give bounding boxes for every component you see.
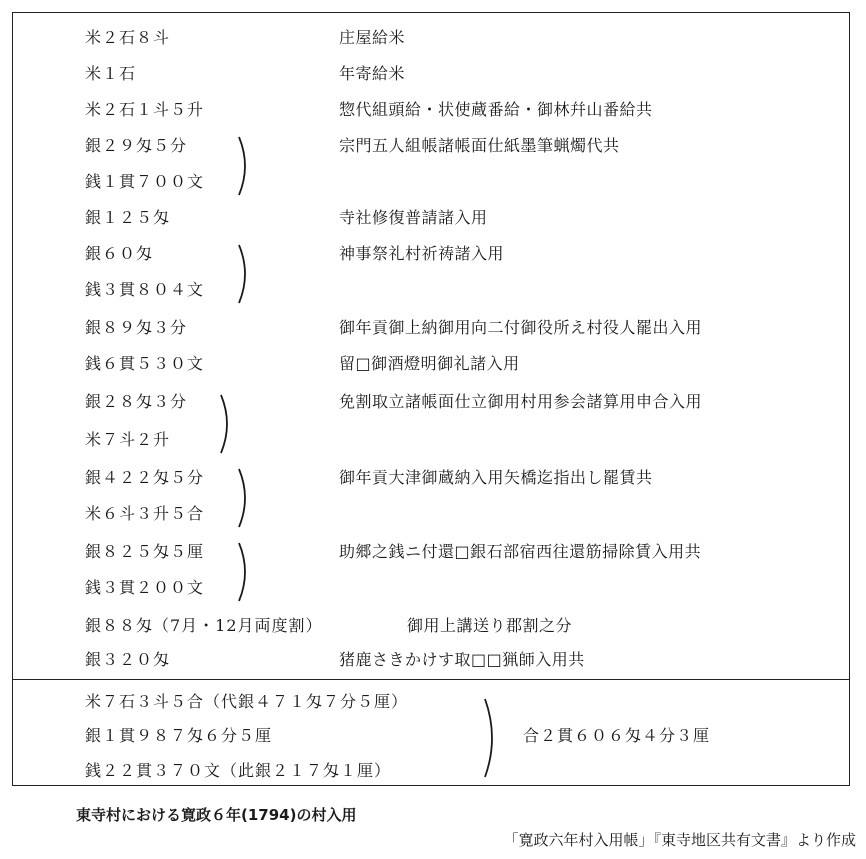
row-item: 米６斗３升５合 <box>85 504 205 523</box>
row-desc: 猪鹿さきかけす取□□猟師入用共 <box>339 650 585 669</box>
group-brace <box>233 135 255 197</box>
row-item: 銀６０匁 <box>85 244 154 263</box>
group-brace <box>233 467 255 529</box>
row-desc: 寺社修復普請諸入用 <box>339 208 488 227</box>
row-item: 米７斗２升 <box>85 430 171 449</box>
row-item: 銀１２５匁 <box>85 208 171 227</box>
caption-title: 東寺村における寛政６年(1794)の村入用 <box>76 806 357 824</box>
row-item: 銀２９匁５分 <box>85 136 188 155</box>
expense-table <box>12 12 850 786</box>
row-item: 銭３貫２００文 <box>85 578 205 597</box>
totals-brace <box>479 697 501 779</box>
total-item: 銭２２貫３７０文（此銀２１７匁１厘） <box>85 761 392 780</box>
group-brace <box>233 541 255 603</box>
row-desc: 免割取立諸帳面仕立御用村用参会諸算用申合入用 <box>339 392 703 411</box>
row-item: 銭６貫５３０文 <box>85 354 205 373</box>
row-desc: 御年貢大津御蔵納入用矢橋迄指出し罷賃共 <box>339 468 653 487</box>
totals-divider <box>13 679 849 680</box>
row-item: 銭１貫７００文 <box>85 172 205 191</box>
row-desc: 留□御酒燈明御礼諸入用 <box>339 354 520 373</box>
row-desc: 宗門五人組帳諸帳面仕紙墨筆蝋燭代共 <box>339 136 620 155</box>
row-item: 銭３貫８０４文 <box>85 280 205 299</box>
row-item: 銀４２２匁５分 <box>85 468 205 487</box>
row-item: 銀２８匁３分 <box>85 392 188 411</box>
row-desc: 御用上講送り郡割之分 <box>407 616 573 635</box>
row-item: 銀８８匁（7月・12月両度割） <box>85 616 323 635</box>
caption-source: 「寛政六年村入用帳」『東寺地区共有文書』より作成 <box>503 831 856 849</box>
row-item: 銀８２５匁５厘 <box>85 542 205 561</box>
group-brace <box>215 393 237 455</box>
row-item: 米２石１斗５升 <box>85 100 205 119</box>
row-desc: 助郷之銭ニ付還□銀石部宿西往還筋掃除賃入用共 <box>339 542 702 561</box>
row-item: 銀８９匁３分 <box>85 318 188 337</box>
total-sum: 合２貫６０６匁４分３厘 <box>523 726 711 745</box>
row-item: 銀３２０匁 <box>85 650 171 669</box>
row-desc: 庄屋給米 <box>339 28 406 47</box>
row-desc: 御年貢御上納御用向二付御役所え村役人罷出入用 <box>339 318 703 337</box>
total-item: 米７石３斗５合（代銀４７１匁７分５厘） <box>85 692 409 711</box>
row-desc: 神事祭礼村祈祷諸入用 <box>339 244 505 263</box>
group-brace <box>233 243 255 305</box>
total-item: 銀１貫９８７匁６分５厘 <box>85 726 273 745</box>
row-item: 米１石 <box>85 64 137 83</box>
row-desc: 惣代組頭給・状使蔵番給・御林幷山番給共 <box>339 100 653 119</box>
row-desc: 年寄給米 <box>339 64 406 83</box>
row-item: 米２石８斗 <box>85 28 171 47</box>
